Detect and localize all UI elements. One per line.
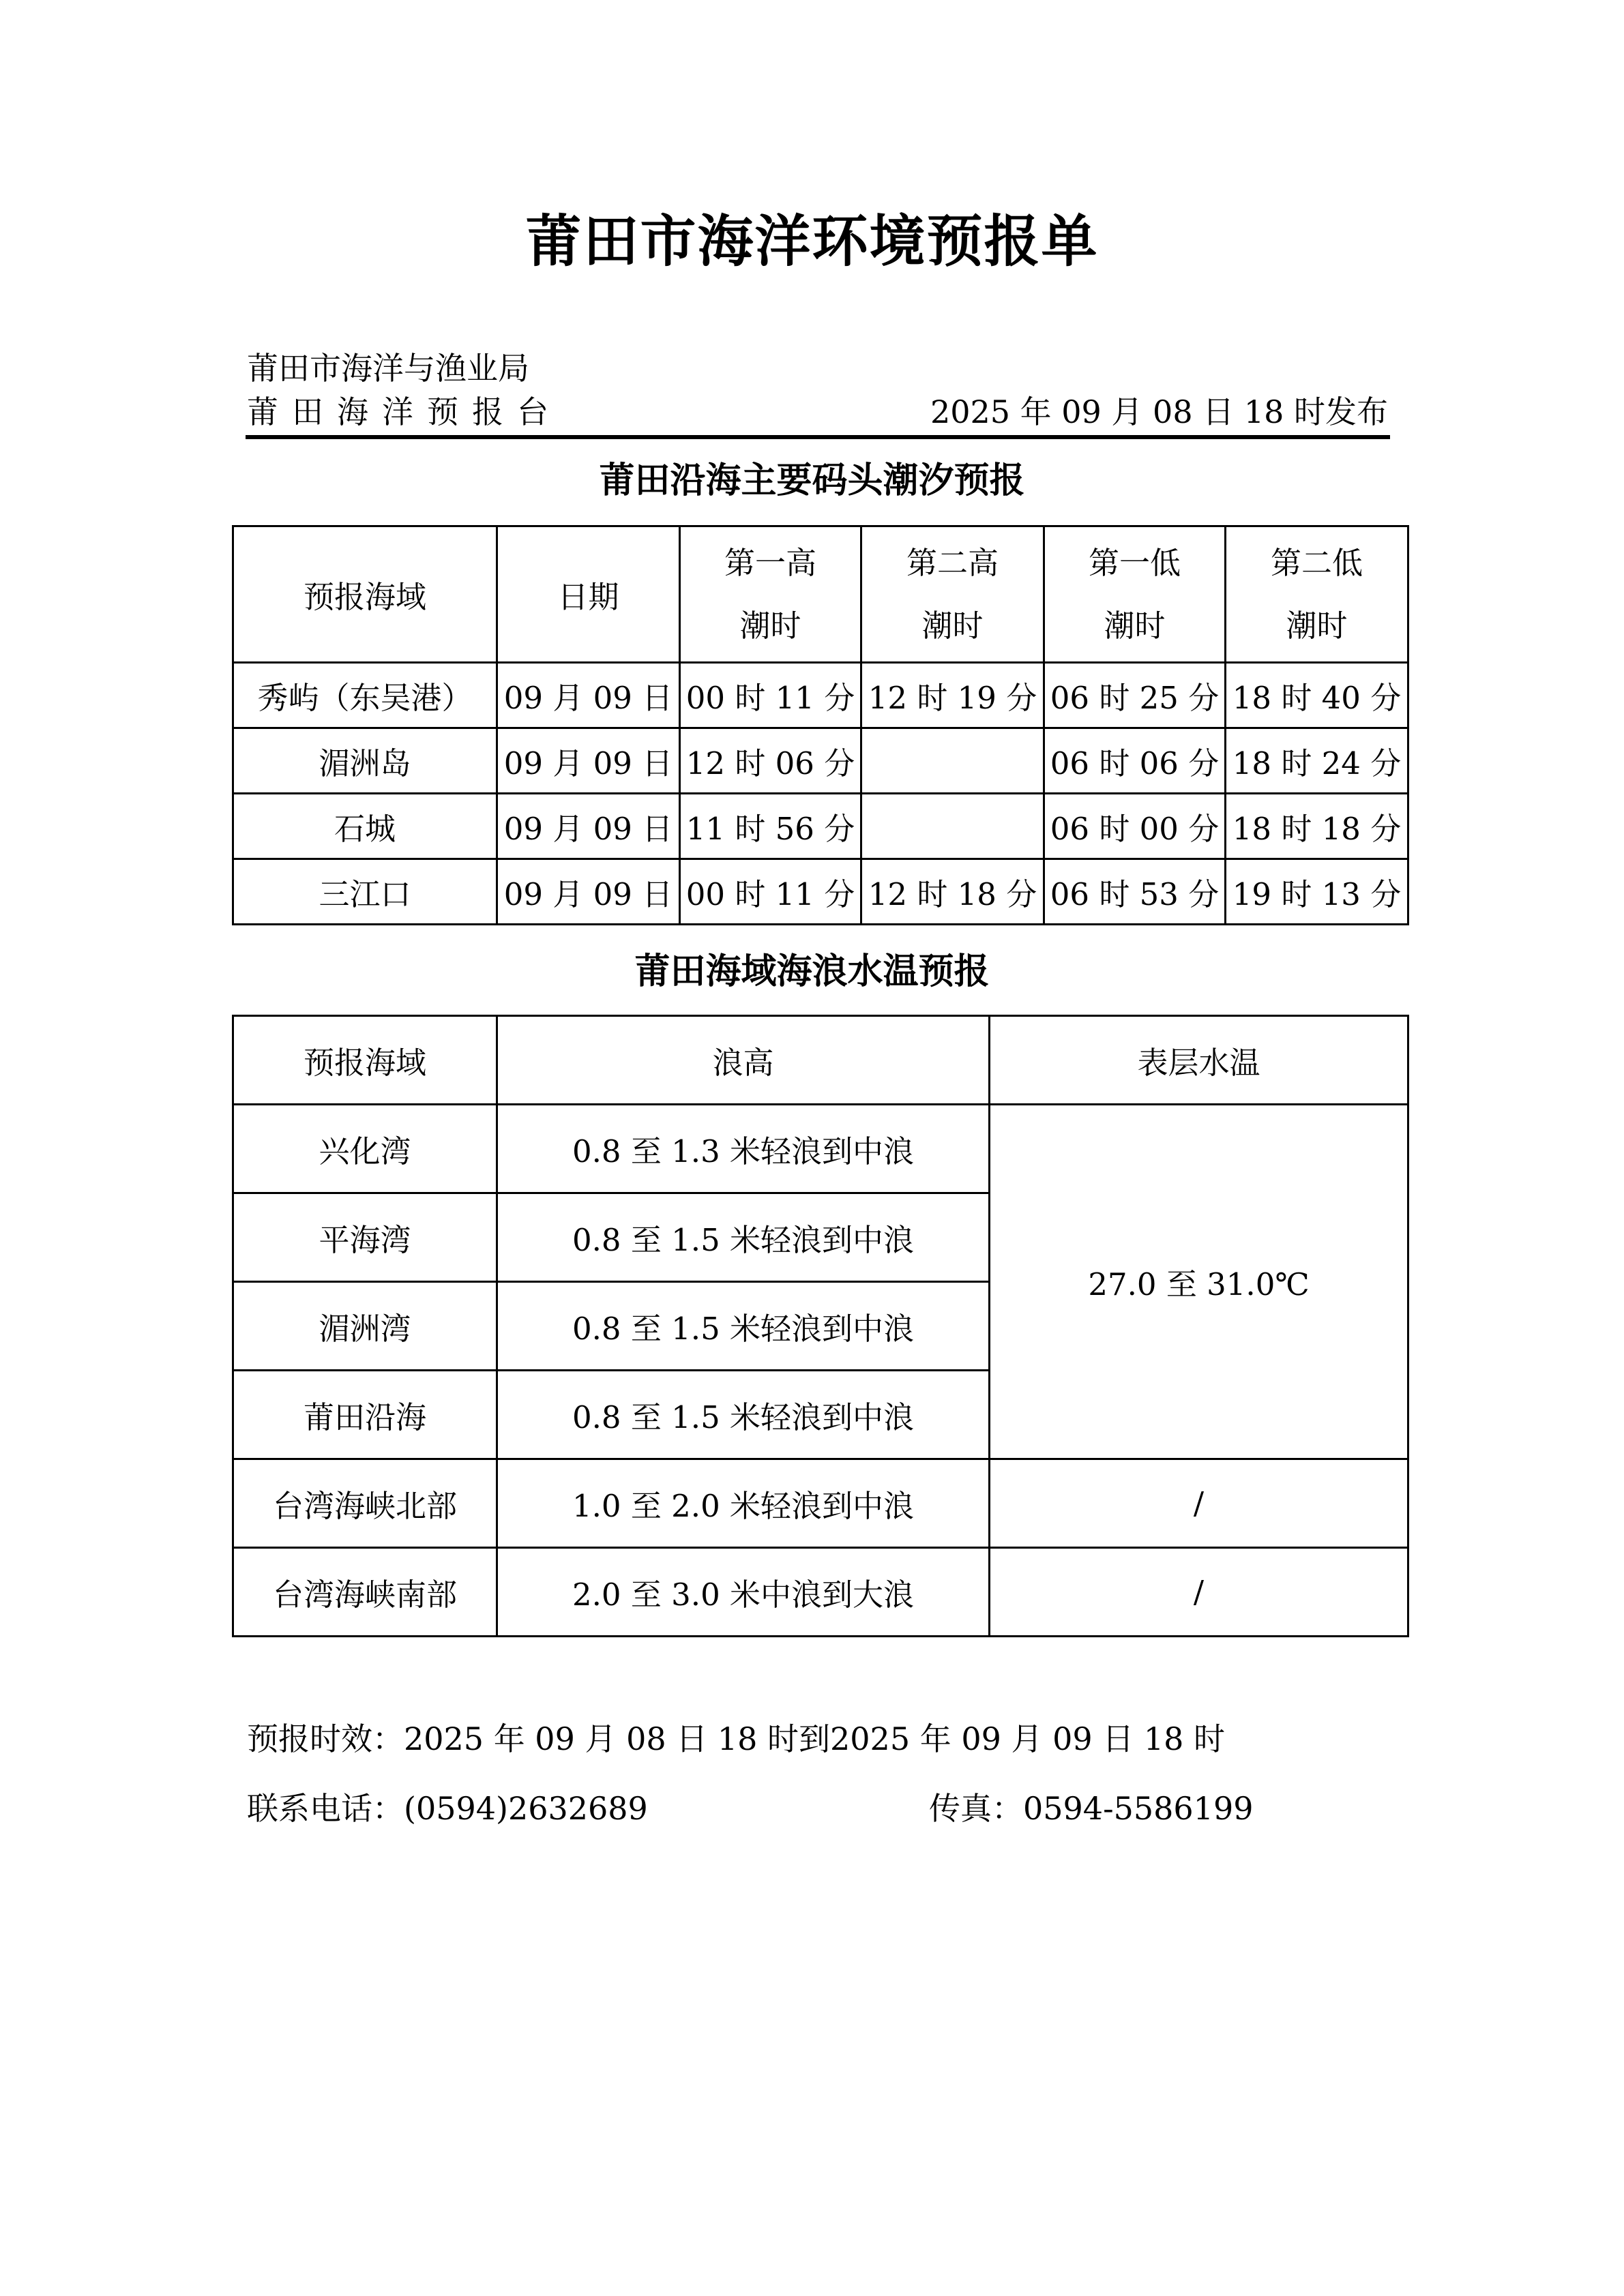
wave-section-title: 莆田海域海浪水温预报 <box>634 951 990 992</box>
wave-cell-area: 湄洲湾 <box>233 1282 497 1371</box>
tide-cell-high2: 12 时 19 分 <box>861 663 1044 728</box>
tide-cell-low1: 06 时 06 分 <box>1044 728 1226 794</box>
tide-header-high2: 第二高潮时 <box>861 526 1044 663</box>
wave-header-temp: 表层水温 <box>990 1016 1408 1105</box>
tide-cell-high1: 11 时 56 分 <box>680 794 861 859</box>
wave-cell-area: 台湾海峡北部 <box>233 1459 497 1548</box>
header-rule <box>246 435 1390 439</box>
tide-cell-low2: 19 时 13 分 <box>1226 859 1408 925</box>
wave-cell-area: 莆田沿海 <box>233 1371 497 1459</box>
tide-cell-low2: 18 时 18 分 <box>1226 794 1408 859</box>
tide-cell-low1: 06 时 53 分 <box>1044 859 1226 925</box>
tide-header-low1: 第一低潮时 <box>1044 526 1226 663</box>
table-row <box>233 1459 1408 1548</box>
wave-cell-height: 2.0 至 3.0 米中浪到大浪 <box>497 1548 990 1637</box>
tide-cell-low2: 18 时 40 分 <box>1226 663 1408 728</box>
tide-cell-date: 09 月 09 日 <box>497 859 680 925</box>
tide-cell-high2: 12 时 18 分 <box>861 859 1044 925</box>
tide-cell-date: 09 月 09 日 <box>497 728 680 794</box>
issuer-station: 莆田海洋预报台 <box>247 393 562 430</box>
tide-header-date: 日期 <box>497 526 680 663</box>
tide-cell-area: 三江口 <box>233 859 497 925</box>
tide-header-area: 预报海域 <box>233 526 497 663</box>
document-title: 莆田市海洋环境预报单 <box>525 209 1099 274</box>
wave-cell-height: 0.8 至 1.3 米轻浪到中浪 <box>497 1105 990 1193</box>
tide-cell-area: 湄洲岛 <box>233 728 497 794</box>
contact-fax: 传真：0594-5586199 <box>929 1790 1254 1827</box>
wave-cell-area: 平海湾 <box>233 1193 497 1282</box>
wave-header-height: 浪高 <box>497 1016 990 1105</box>
tide-table <box>232 525 1409 925</box>
wave-cell-area: 台湾海峡南部 <box>233 1548 497 1637</box>
tide-cell-high1: 00 时 11 分 <box>680 663 861 728</box>
table-row <box>233 859 1408 925</box>
tide-header-row <box>233 526 1408 663</box>
tide-cell-low2: 18 时 24 分 <box>1226 728 1408 794</box>
table-row <box>233 663 1408 728</box>
tide-section-title: 莆田沿海主要码头潮汐预报 <box>599 460 1025 501</box>
tide-cell-area: 石城 <box>233 794 497 859</box>
wave-cell-temp: / <box>990 1459 1408 1548</box>
issuer-bureau: 莆田市海洋与渔业局 <box>247 350 529 387</box>
tide-cell-high2 <box>861 728 1044 794</box>
tide-cell-high2 <box>861 794 1044 859</box>
table-row <box>233 728 1408 794</box>
tide-cell-low1: 06 时 00 分 <box>1044 794 1226 859</box>
wave-cell-temp: / <box>990 1548 1408 1637</box>
wave-table <box>232 1015 1409 1637</box>
tide-cell-date: 09 月 09 日 <box>497 794 680 859</box>
wave-header-area: 预报海域 <box>233 1016 497 1105</box>
tide-cell-low1: 06 时 25 分 <box>1044 663 1226 728</box>
table-row <box>233 794 1408 859</box>
tide-cell-area: 秀屿（东吴港） <box>233 663 497 728</box>
wave-cell-height: 0.8 至 1.5 米轻浪到中浪 <box>497 1371 990 1459</box>
tide-cell-high1: 12 时 06 分 <box>680 728 861 794</box>
forecast-validity: 预报时效：2025 年 09 月 08 日 18 时到2025 年 09 月 09 日 18 时 <box>247 1720 1226 1757</box>
wave-cell-temp-shared: 27.0 至 31.0℃ <box>990 1105 1408 1459</box>
issue-time: 2025 年 09 月 08 日 18 时发布 <box>930 393 1388 430</box>
table-row <box>233 1548 1408 1637</box>
wave-cell-height: 0.8 至 1.5 米轻浪到中浪 <box>497 1193 990 1282</box>
wave-cell-height: 0.8 至 1.5 米轻浪到中浪 <box>497 1282 990 1371</box>
tide-cell-date: 09 月 09 日 <box>497 663 680 728</box>
tide-header-low2: 第二低潮时 <box>1226 526 1408 663</box>
wave-header-row <box>233 1016 1408 1105</box>
contact-phone: 联系电话：(0594)2632689 <box>247 1790 648 1827</box>
tide-header-high1: 第一高潮时 <box>680 526 861 663</box>
wave-cell-height: 1.0 至 2.0 米轻浪到中浪 <box>497 1459 990 1548</box>
wave-cell-area: 兴化湾 <box>233 1105 497 1193</box>
tide-cell-high1: 00 时 11 分 <box>680 859 861 925</box>
table-row <box>233 1105 1408 1193</box>
